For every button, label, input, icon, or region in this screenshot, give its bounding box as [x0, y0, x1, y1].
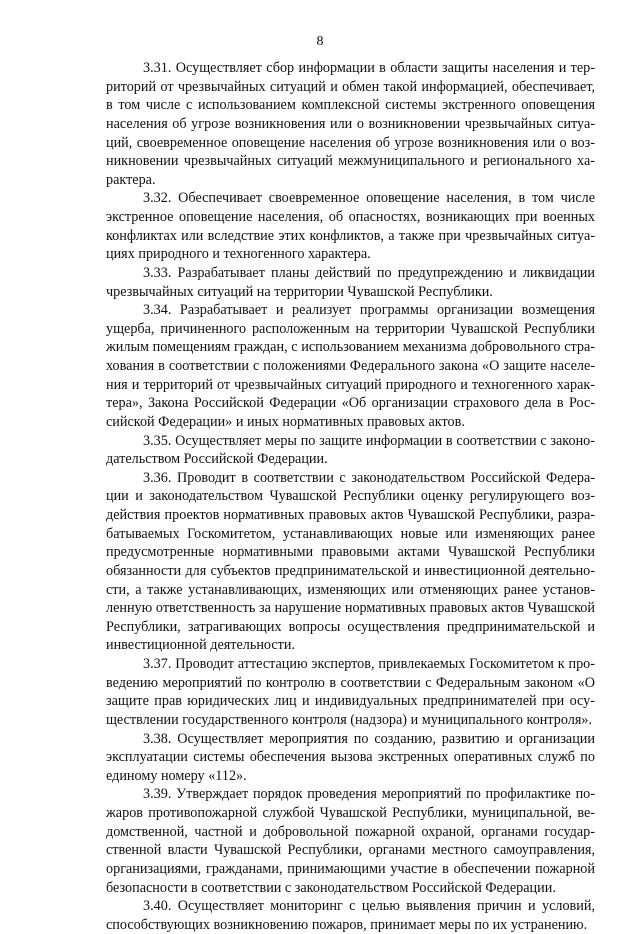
document-body — [106, 59, 595, 934]
clause-3-32: 3.32. Обеспечивает своевременное оповещение населения, в том числе экстренное оповещение населения, об опасностях, возникающих при военных конфликтах или вследствие этих конфликтов, а также при чрезвычайных ситуациях природного и техногенного характера. — [106, 190, 595, 263]
page-number: 8 — [316, 34, 324, 49]
clause-3-31: 3.31. Осуществляет сбор информации в области защиты населения и территорий от чрезвычайных ситуаций и обмен такой информацией, обеспечивает, в том числе с использованием комплексной системы экстренного оповещения населения об угрозе возникновения или о возникновении чрезвычайных ситуаций, своевременное оповещение населения об угрозе возникновения или о возникновении чрезвычайных ситуаций межмуниципального и регионального характера. — [106, 60, 595, 188]
clause-3-35: 3.35. Осуществляет меры по защите информации в соответствии с законодательством Российской Федерации. — [106, 432, 595, 468]
clause-3-36: 3.36. Проводит в соответствии с законодательством Российской Федерации и законодательством Чувашской Республики оценку регулирующего воздействия проектов нормативных правовых актов Чувашской Республики, разрабатываемых Госкомитетом, устанавливающих новые или изменяющих ранее предусмотренные нормативными правовыми актами Чувашской Республики обязанности для субъектов предпринимательской и инвестиционной деятельности, а также устанавливающих, изменяющих или отменяющих ранее установленную ответственность за нарушение нормативных правовых актов Чувашской Республики, затрагивающих вопросы осуществления предпринимательской и инвестиционной деятельности. — [106, 469, 595, 654]
clause-3-39: 3.39. Утверждает порядок проведения мероприятий по профилактике пожаров противопожарной службой Чувашской Республики, муниципальной, ведомственной, частной и добровольной пожарной охраной, органами государственной власти Чувашской Республики, органами местного самоуправления, организациями, гражданами, принимающими участие в обеспечении пожарной безопасности в соответствии с законодательством Российской Федерации. — [106, 786, 595, 896]
clause-3-38: 3.38. Осуществляет мероприятия по созданию, развитию и организации эксплуатации системы обеспечения вызова экстренных оперативных служб по единому номеру «112». — [106, 730, 595, 784]
clause-3-40: 3.40. Осуществляет мониторинг с целью выявления причин и условий, способствующих возникновению пожаров, принимает меры по их устранению. — [106, 898, 595, 933]
clause-3-33: 3.33. Разрабатывает планы действий по предупреждению и ликвидации чрезвычайных ситуаций на территории Чувашской Республики. — [106, 264, 595, 300]
clause-3-37: 3.37. Проводит аттестацию экспертов, привлекаемых Госкомитетом к проведению мероприятий по контролю в соответствии с Федеральным законом «О защите прав юридических лиц и индивидуальных предпринимателей при осуществлении государственного контроля (надзора) и муниципального контроля». — [106, 656, 595, 728]
clause-3-34: 3.34. Разрабатывает и реализует программы организации возмещения ущерба, причиненного расположенным на территории Чувашской Республики жилым помещениям граждан, с использованием механизма добровольного страхования в соответствии с положениями Федерального закона «О защите населения и территорий от чрезвычайных ситуаций природного и техногенного характера», Закона Российской Федерации «Об организации страхового дела в Российской Федерации» и иных нормативных правовых актов. — [106, 302, 595, 430]
